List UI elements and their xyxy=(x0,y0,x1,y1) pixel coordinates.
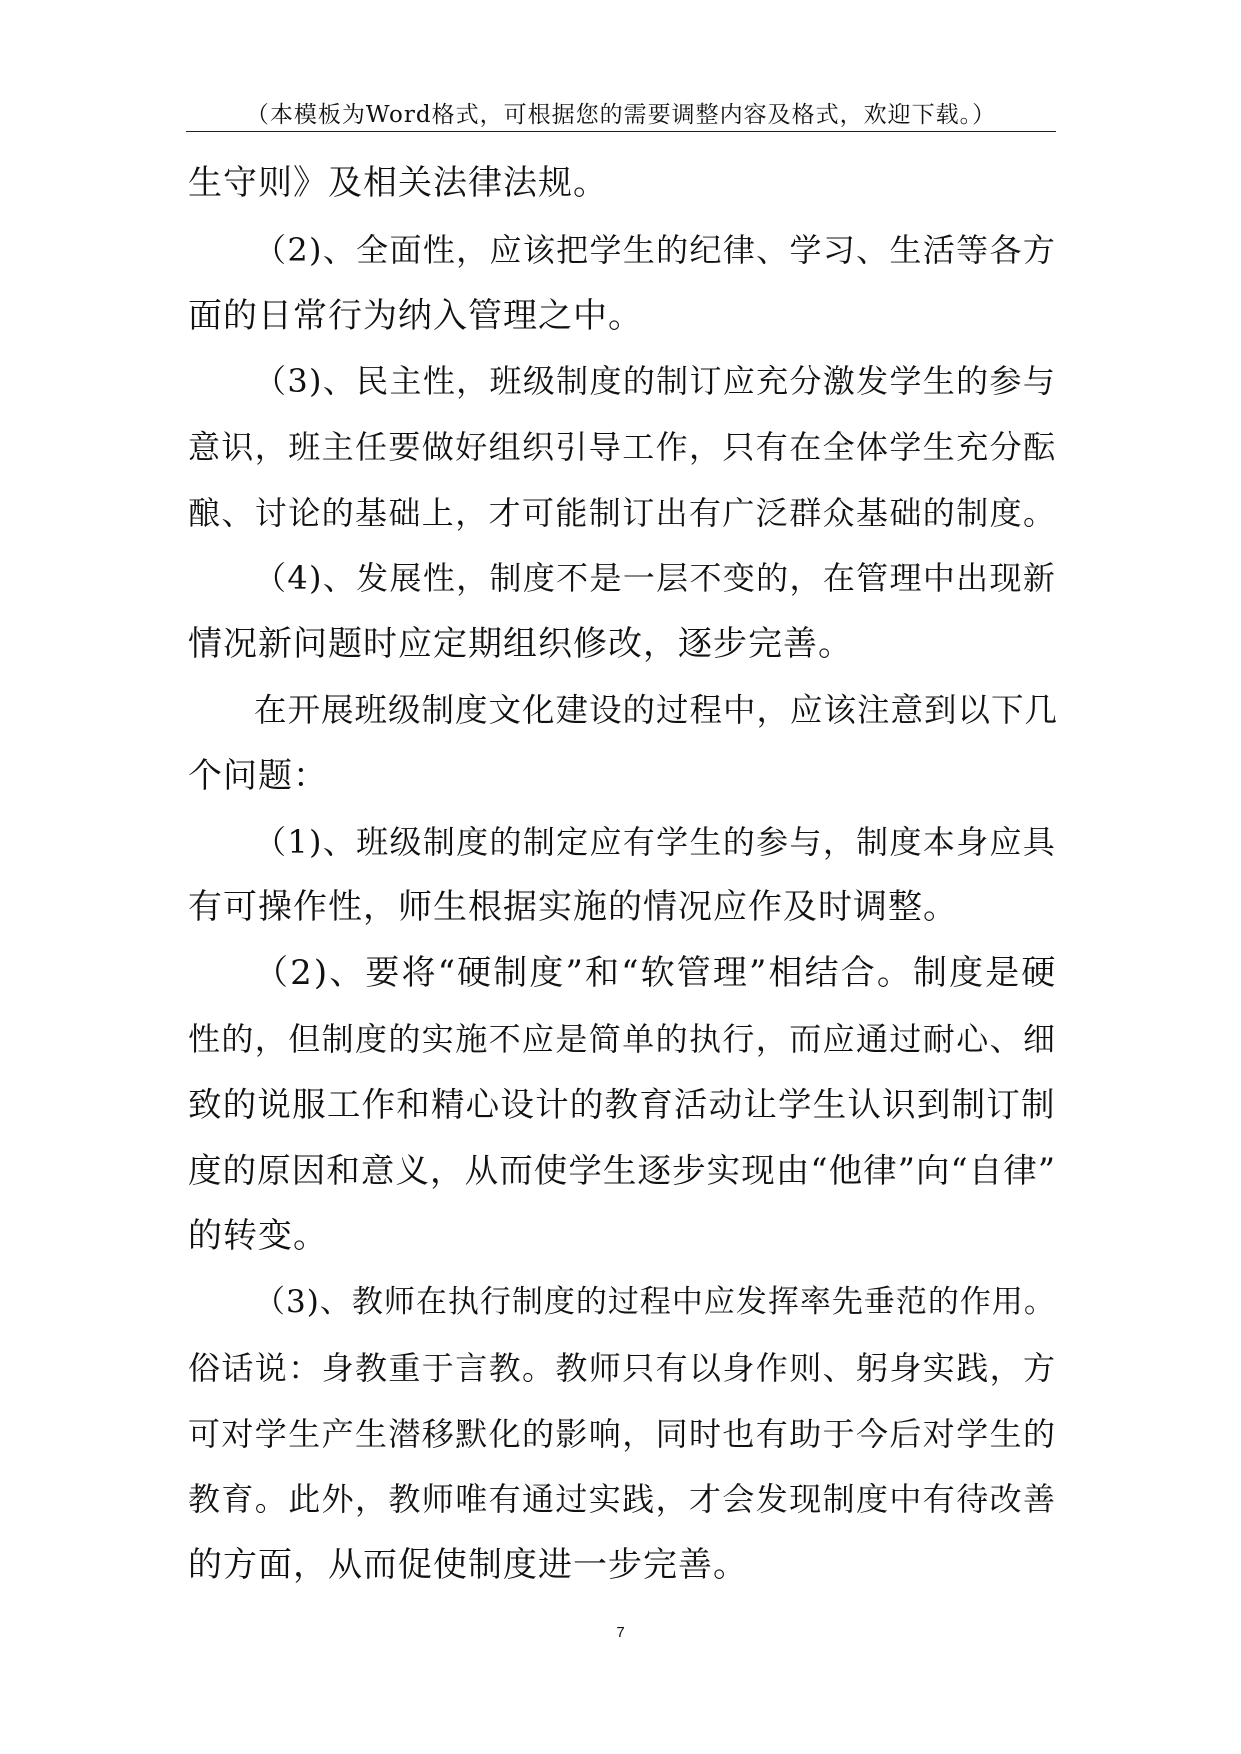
body-line: 俗话说：身教重于言教。教师只有以身作则、躬身实践，方 xyxy=(188,1349,1057,1387)
body-line: 在开展班级制度文化建设的过程中，应该注意到以下几 xyxy=(254,691,1059,729)
body-line: 的方面，从而促使制度进一步完善。 xyxy=(188,1545,748,1585)
body-line: 生守则》及相关法律法规。 xyxy=(188,163,608,203)
body-line: 教育。此外，教师唯有通过实践，才会发现制度中有待改善 xyxy=(188,1480,1057,1518)
body-line: 致的说服工作和精心设计的教育活动让学生认识到制订制 xyxy=(188,1085,1056,1124)
body-line: （2)、全面性，应该把学生的纪律、学习、生活等各方 xyxy=(254,231,1057,269)
body-line: 个问题： xyxy=(188,756,328,796)
header-divider xyxy=(186,131,1056,132)
body-line: 有可操作性，师生根据实施的情况应作及时调整。 xyxy=(188,887,958,927)
body-line: 性的，但制度的实施不应是简单的执行，而应通过耐心、细 xyxy=(188,1020,1057,1058)
body-line: （3)、教师在执行制度的过程中应发挥率先垂范的作用。 xyxy=(254,1284,1056,1320)
body-line: （1)、班级制度的制定应有学生的参与，制度本身应具 xyxy=(254,823,1057,861)
body-line: 度的原因和意义，从而使学生逐步实现由“他律”向“自律” xyxy=(188,1151,1057,1190)
body-line: 酿、讨论的基础上，才可能制订出有广泛群众基础的制度。 xyxy=(188,494,1057,532)
body-line: 意识，班主任要做好组织引导工作，只有在全体学生充分酝 xyxy=(188,428,1057,466)
page-number: 7 xyxy=(616,1624,625,1641)
body-line: （4)、发展性，制度不是一层不变的，在管理中出现新 xyxy=(254,559,1057,597)
body-line: （2)、要将“硬制度”和“软管理”相结合。制度是硬 xyxy=(254,953,1058,993)
page-header-note: （本模板为Word格式，可根据您的需要调整内容及格式，欢迎下载。） xyxy=(245,102,997,128)
body-line: 情况新问题时应定期组织修改，逐步完善。 xyxy=(188,624,853,664)
body-line: 的转变。 xyxy=(188,1216,328,1256)
body-line: （3)、民主性，班级制度的制订应充分激发学生的参与 xyxy=(254,362,1057,400)
body-line: 面的日常行为纳入管理之中。 xyxy=(188,296,643,336)
body-line: 可对学生产生潜移默化的影响，同时也有助于今后对学生的 xyxy=(188,1415,1057,1453)
